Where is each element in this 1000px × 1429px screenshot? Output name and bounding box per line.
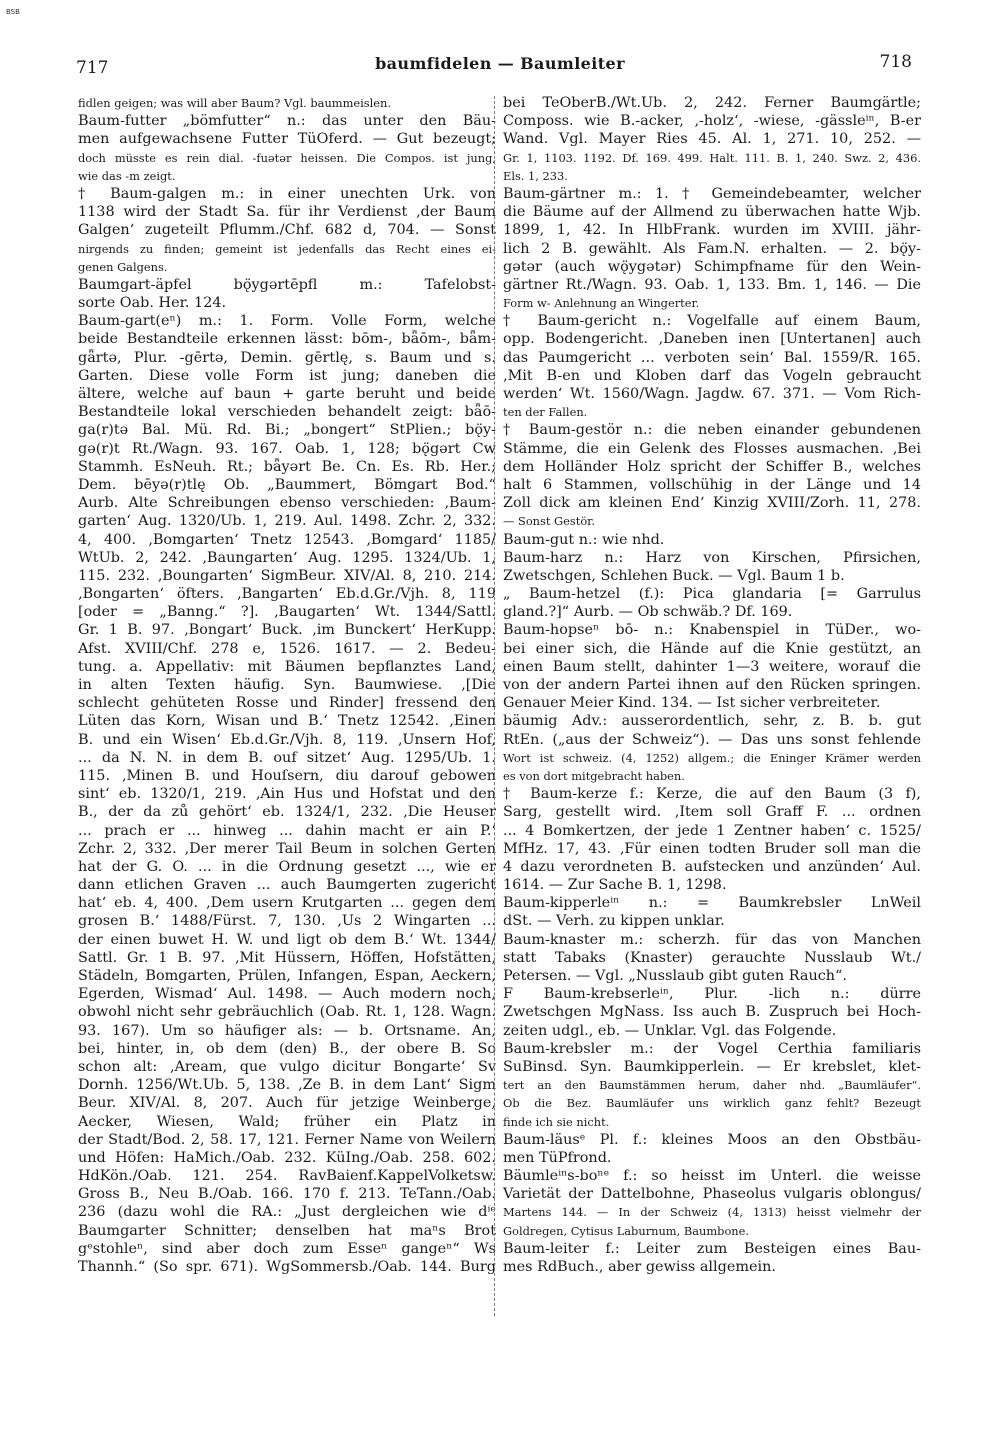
text-line: dSt. — Verh. zu kippen unklar. [503, 913, 725, 930]
text-line: B., der da zů gehört‘ eb. 1324/1, 232. ‚Die Heuser [78, 804, 496, 821]
text-line: hat der G. O. ... in die Ordnung gesetzt ..., wie er [78, 858, 496, 875]
text-line: Galgen‘ zugeteilt Pflumm./Chf. 682 d, 704. — Sonst [78, 222, 496, 239]
text-line: 1138 wird der Stadt Sa. für ihr Verdienst ‚der Baum [78, 204, 496, 221]
text-line: ga(r)tə Bal. Mü. Rd. Bi.; „bongert“ StPlien.; bǫ̈y- [78, 422, 496, 439]
text-line: Städeln, Bomgarten, Prülen, Infangen, Espan, Aeckern, [78, 968, 496, 984]
text-line: Gr. 1, 1103. 1192. Df. 169. 499. Halt. 111. B. 1, 240. Swz. 2, 436. [503, 150, 921, 165]
text-line: schon alt: ‚Aream, que vulgo dicitur Bongarte‘ Sv [78, 1058, 496, 1075]
text-line: 115. ‚Minen B. und Houſsern, diu darouf gebowen [78, 767, 496, 784]
text-line: Composs. wie B.-acker, ‚-holz‘, -wiese, -gässleⁱⁿ, B-er [503, 113, 921, 130]
text-line: 1614. — Zur Sache B. 1, 1298. [503, 877, 727, 894]
text-line: 4 dazu verordneten B. aufstecken und anzünden‘ Aul. [503, 858, 921, 875]
text-line: Aecker, Wiesen, Wald; früher ein Platz in [78, 1113, 496, 1130]
text-line: men aufgewachsene Futter TüOferd. — Gut bezeugt; [78, 131, 496, 148]
text-line: † Baum-gericht n.: Vogelfalle auf einem Baum, [503, 313, 921, 330]
text-line: bei, hinter, in, ob dem (den) B., der obere B. So [78, 1040, 496, 1057]
text-line: Baum-hopseⁿ bō- n.: Knabenspiel in TüDer., wo- [503, 622, 921, 639]
text-line: gärtner Rt./Wagn. 93. Oab. 1, 133. Bm. 1, 146. — Die [503, 276, 921, 293]
text-line: WtUb. 2, 242. ‚Baungarten‘ Aug. 1295. 1324/Ub. 1, [78, 549, 496, 566]
page-number-right: 718 [879, 52, 912, 72]
text-line: statt Tabaks (Knaster) gerauchte Nusslaub Wt./ [503, 949, 921, 966]
text-line: ‚Mit B-en und Kloben darf das Vogeln gebraucht [503, 367, 921, 384]
text-line: 4, 400. ‚Bomgarten‘ Tnetz 12543. ‚Bomgard‘ 1185/ [78, 531, 496, 548]
text-line: † Baum-gestör n.: die neben einander gebundenen [503, 422, 921, 439]
text-line: hat‘ eb. 4, 400. ‚Dem usern Krutgarten ... gegen dem [78, 895, 496, 912]
text-line: SuBinsd. Syn. Baumkipperlein. — Er krebslet, klet- [503, 1058, 921, 1075]
text-line: Martens 144. — In der Schweiz (4, 1313) heisst vielmehr der [503, 1205, 921, 1220]
text-line: bei einer sich, die Hände auf die Knie gestützt, an [503, 640, 921, 657]
column-divider [494, 96, 495, 1316]
text-line: nirgends zu finden; gemeint ist jedenfalls das Recht eines ei- [78, 241, 496, 256]
text-line: Baum-leiter f.: Leiter zum Besteigen eines Bau- [503, 1240, 921, 1257]
library-stamp: BSB [6, 8, 20, 16]
text-line: ... prach er ... hinweg ... dahin macht er ain P.‘ [78, 822, 496, 839]
text-line: Baum-gut n.: wie nhd. [503, 531, 665, 548]
text-line: Wort ist schweiz. (4, 1252) allgem.; die Eninger Krämer werden [503, 750, 921, 765]
text-line: Bäumleⁱⁿs-boⁿᵉ f.: so heisst im Unterl. die weisse [503, 1168, 921, 1185]
text-line: Genauer Meier Kind. 134. — Ist sicher verbreiteter. [503, 695, 881, 712]
text-line: Baumgart-äpfel bǫ̈ygərtēpfl m.: Tafelobst- [78, 276, 496, 293]
left-column [78, 94, 496, 1276]
text-line: tert an den Baumstämmen herum, daher nhd. „Baumläufer“. [503, 1078, 921, 1093]
page-number-left: 717 [76, 58, 109, 78]
text-line: von der andern Partei ihnen auf den Rücken springen. [503, 677, 921, 693]
text-line: Lüten das Korn, Wisan und B.‘ Tnetz 12542. ‚Einen [78, 713, 496, 730]
text-line: werden‘ Wt. 1560/Wagn. Jagdw. 67. 371. — Vom Rich- [503, 386, 921, 402]
text-line: es von dort mitgebracht haben. [503, 768, 685, 783]
text-line: lich 2 B. gewählt. Als Fam.N. erhalten. — 2. bǫ̈y- [503, 240, 921, 257]
text-line: Els. 1, 233. [503, 168, 568, 183]
text-line: Wand. Vgl. Mayer Ries 45. Al. 1, 271. 10, 252. — [503, 131, 921, 148]
text-line: men TüPfrond. [503, 1149, 612, 1166]
right-column [503, 94, 921, 1276]
text-line: † Baum-kerze f.: Kerze, die auf den Baum (3 f), [503, 786, 921, 803]
text-line: ältere, welche auf baun + garte beruht und beide [78, 386, 496, 402]
text-line: das Paumgericht ... verboten sein‘ Bal. 1559/R. 165. [503, 349, 921, 366]
text-line: der Stadt/Bod. 2, 58. 17, 121. Ferner Name von Weilern [78, 1131, 496, 1148]
text-line: obwohl nicht sehr gebräuchlich (Oab. Rt. 1, 128. Wagn. [78, 1004, 496, 1021]
text-line: MfHz. 17, 43. ‚Für einen todten Bruder soll man die [503, 840, 921, 857]
text-line: ... da N. N. in dem B. ouf sitzet‘ Aug. 1295/Ub. 1. [78, 749, 496, 766]
text-line: 93. 167). Um so häufiger als: — b. Ortsname. An, [78, 1022, 496, 1039]
text-line: Sarg, gestellt wird. ‚Item soll Graff F. ... ordnen [503, 804, 921, 821]
text-line: gǟrtə, Plur. -gērtə, Demin. gērtlę, s. Baum und s. [78, 349, 496, 366]
text-line: Baum-gart(eⁿ) m.: 1. Form. Volle Form, welche [78, 313, 496, 330]
text-line: Gr. 1 B. 97. ‚Bongart‘ Buck. ‚im Bunckert‘ HerKupp. [78, 622, 496, 639]
text-line: Varietät der Dattelbohne, Phaseolus vulgaris oblongus/ [503, 1186, 921, 1203]
text-line: B. und ein Wisen‘ Eb.d.Gr./Vjh. 8, 119. ‚Unsern Hof, [78, 731, 496, 748]
text-line: der einen buwet H. W. und ligt ob dem B.‘ Wt. 1344/ [78, 931, 496, 948]
text-line: sint‘ eb. 1320/1, 219. ‚Ain Hus und Hofstat und den [78, 786, 496, 803]
text-line: Thannh.“ (So spr. 671). WgSommersb./Oab. 144. Burg [78, 1259, 496, 1275]
text-line: Baum-futter „bömfutter“ n.: das unter den Bäu- [78, 113, 496, 130]
text-line: Baum-knaster m.: scherzh. für das von Manchen [503, 931, 921, 948]
text-line: ... 4 Bomkertzen, der jede 1 Zentner haben‘ c. 1525/ [503, 822, 921, 839]
text-line: Zoll dick am kleinen End‘ Kinzig XVIII/Zorh. 11, 278. [503, 495, 921, 512]
text-line: gə(r)t Rt./Wagn. 93. 167. Oab. 1, 128; bǫ̈gərt Cw [78, 440, 496, 457]
text-line: gland.?]“ Aurb. — Ob schwäb.? Df. 169. [503, 604, 793, 621]
text-line: Gross B., Neu B./Oab. 166. 170 f. 213. TeTann./Oab. [78, 1186, 496, 1203]
text-line: Stämme, die ein Gelenk des Flosses ausmachen. ‚Bei [503, 440, 921, 457]
text-line: genen Galgens. [78, 259, 168, 274]
text-line: wie das -m zeigt. [78, 168, 176, 183]
text-line: Afst. XVIII/Chf. 278 e, 1526. 1617. — 2. Bedeu- [78, 640, 496, 657]
text-line: Sattl. Gr. 1 B. 97. ‚Mit Hüssern, Höffen, Hofstätten, [78, 949, 496, 966]
text-line: garten‘ Aug. 1320/Ub. 1, 219. Aul. 1498. Zchr. 2, 332. [78, 513, 496, 530]
text-line: bei TeOberB./Wt.Ub. 2, 242. Ferner Baumgärtle; [503, 95, 921, 111]
text-line: doch müsste es rein dial. -fuətər heissen. Die Compos. ist jung, [78, 150, 496, 165]
text-line: Beur. XIV/Al. 8, 207. Auch für jetzige Weinberge, [78, 1095, 496, 1112]
text-line: F Baum-krebserleⁱⁿ, Plur. -lich n.: dürre [503, 986, 921, 1003]
text-line: dann etlichen Graven ... auch Baumgerten zugericht [78, 877, 496, 894]
text-line: die Bäume auf der Allmend zu überwachen hatte Wjb. [503, 204, 921, 221]
text-line: Ob die Bez. Baumläufer uns wirklich ganz fehlt? Bezeugt [503, 1096, 921, 1111]
text-line: Baum-gärtner m.: 1. † Gemeindebeamter, welcher [503, 185, 921, 202]
text-line: fidlen geigen; was will aber Baum? Vgl. baummeislen. [78, 96, 391, 110]
text-line: Zchr. 2, 332. ‚Der merer Tail Beum in solchen Gerten [78, 840, 496, 857]
text-line: zeiten udgl., eb. — Unklar. Vgl. das Folgende. [503, 1022, 837, 1039]
text-line: „ Baum-hetzel (f.): Pica glandaria [= Garrulus [503, 586, 921, 603]
text-line: 115. 232. ‚Boungarten‘ SigmBeur. XIV/Al. 8, 210. 214. [78, 567, 496, 584]
text-line: Petersen. — Vgl. „Nusslaub gibt guten Rauch“. [503, 968, 847, 984]
text-line: opp. Bodengericht. ‚Daneben inen [Untertanen] auch [503, 331, 921, 348]
text-line: Baum-harz n.: Harz von Kirschen, Pfirsichen, [503, 549, 921, 566]
text-line: beide Bestandteile erkennen lässt: bōm-, bǟōm-, bǟm- [78, 331, 496, 348]
text-line: Baum-kipperleⁱⁿ n.: = Baumkrebsler LnWeil [503, 895, 921, 912]
text-line: und Höfen: HaMich./Oab. 232. KüIng./Oab. 258. 602. [78, 1149, 496, 1166]
text-line: Egerden, Wismad‘ Aul. 1498. — Auch modern noch, [78, 986, 496, 1003]
text-line: RtEn. („aus der Schweiz“). — Das uns sonst fehlende [503, 731, 921, 748]
text-line: gətər (auch wǫ̈ygətər) Schimpfname für den Wein- [503, 258, 921, 275]
page-header [0, 48, 1000, 78]
text-line: ten der Fallen. [503, 405, 588, 420]
text-line: — Sonst Gestör. [503, 514, 595, 529]
text-line: ‚Bongarten‘ öfters. ‚Bangarten‘ Eb.d.Gr./Vjh. 8, 119 [78, 586, 496, 603]
text-line: sorte Oab. Her. 124. [78, 295, 227, 312]
text-line: Goldregen, Cytisus Laburnum, Baumbone. [503, 1223, 749, 1238]
text-line: Baum-läusᵉ Pl. f.: kleines Moos an den Obstbäu- [503, 1131, 921, 1148]
text-line: HdKön./Oab. 121. 254. RavBaienf.KappelVolketsw. [78, 1168, 496, 1185]
text-line: † Baum-galgen m.: in einer unechten Urk. von [78, 185, 496, 202]
text-line: 236 (dazu wohl die RA.: „Just dergleichen wie dⁱᵉ [78, 1204, 496, 1221]
text-line: [oder = „Banng.“ ?]. ‚Baugarten‘ Wt. 1344/Sattl. [78, 604, 496, 621]
text-line: Zwetschgen, Schlehen Buck. — Vgl. Baum 1 b. [503, 567, 845, 584]
text-line: finde ich sie nicht. [503, 1114, 610, 1129]
text-line: grosen B.‘ 1488/Fürst. 7, 130. ‚Us 2 Wingarten ... [78, 913, 496, 930]
text-line: dem Holländer Holz spricht der Schiffer B., welches [503, 458, 921, 475]
text-line: schlecht gehüteten Rosse und Rinder] fressend den [78, 695, 496, 712]
text-line: Stammh. EsNeuh. Rt.; bǟyərt Be. Cn. Es. Rb. Her.; [78, 458, 496, 475]
text-line: gᵉstohleⁿ, sind aber doch zum Esseⁿ gangeⁿ“ Ws [78, 1240, 496, 1257]
text-line: Baum-krebsler m.: der Vogel Certhia familiaris [503, 1040, 921, 1057]
text-line: bäumig Adv.: ausserordentlich, sehr, z. B. b. gut [503, 713, 921, 730]
text-line: einen Baum stellt, dahinter 1—3 weitere, worauf die [503, 658, 921, 675]
text-line: Garten. Diese volle Form ist jung; daneben die [78, 367, 496, 384]
text-line: Dem. bēyə(r)tlę Ob. „Baummert, Bömgart Bod.“ [78, 476, 496, 493]
text-line: Form w- Anlehnung an Wingerter. [503, 296, 700, 311]
text-line: halt 6 Stammen, vollschühig in der Länge und 14 [503, 476, 921, 493]
text-line: Zwetschgen MgNass. Iss auch B. Zuspruch bei Hoch- [503, 1004, 921, 1021]
text-line: 1899, 1, 42. In HlbFrank. wurden im XVIII. jähr- [503, 222, 921, 239]
text-line: Dornh. 1256/Wt.Ub. 5, 138. ‚Ze B. in dem Lant‘ Sigm [78, 1077, 496, 1094]
text-line: Bestandteile lokal verschieden behandelt zeigt: bǟō- [78, 404, 496, 421]
text-line: mes RdBuch., aber gewiss allgemein. [503, 1259, 776, 1275]
text-line: in alten Texten häufig. Syn. Baumwiese. ‚[Die [78, 677, 496, 693]
text-line: Aurb. Alte Schreibungen ebenso verschieden: ‚Baum- [78, 495, 496, 512]
running-title: baumfidelen — Baumleiter [375, 54, 625, 73]
text-line: Baumgarter Schnitter; denselben hat maⁿs Brot [78, 1222, 496, 1239]
text-line: tung. a. Appellativ: mit Bäumen bepflanztes Land, [78, 658, 496, 675]
